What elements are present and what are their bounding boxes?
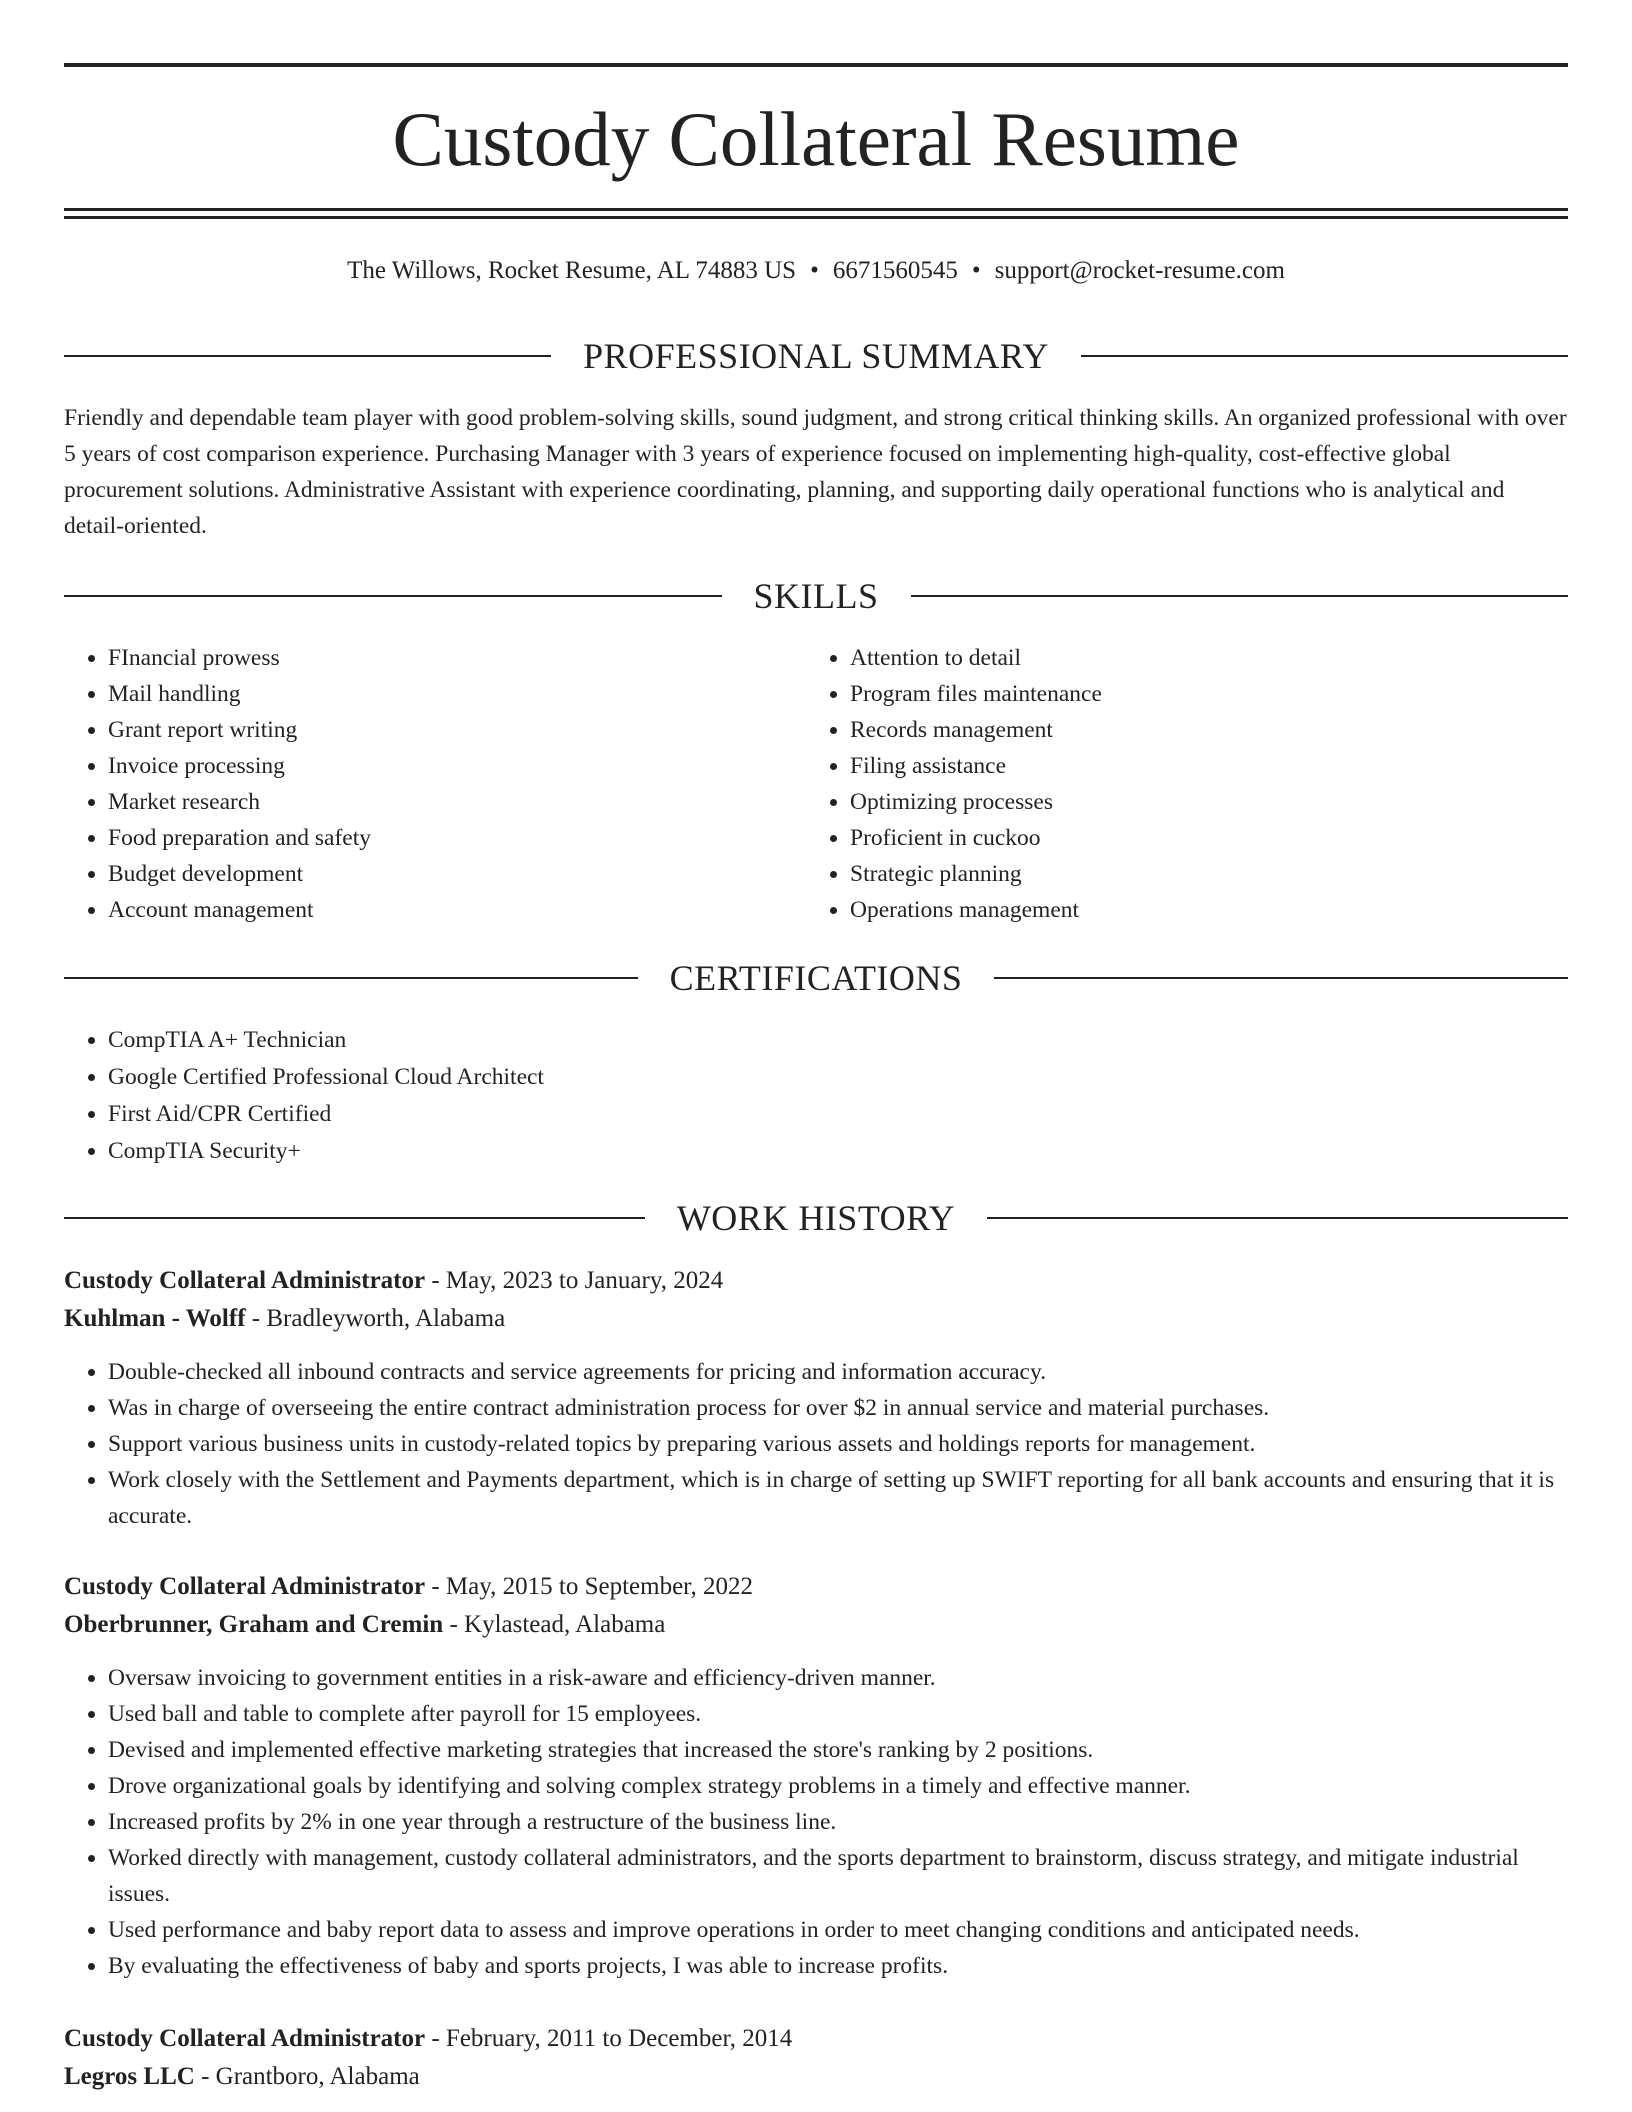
job-bullet: • Drove organizational goals by identifying and solving complex strategy problems in a timely and effective manner.: [108, 1768, 1568, 1804]
job-dates: - May, 2015 to September, 2022: [425, 1573, 753, 1600]
skills-heading-label: SKILLS: [753, 576, 879, 616]
certification-item: • CompTIA A+ Technician: [108, 1022, 1568, 1059]
job-bullet: • Double-checked all inbound contracts and service agreements for pricing and information accuracy.: [108, 1354, 1568, 1390]
skill-item: • Filing assistance: [850, 748, 1566, 784]
skill-item: • Invoice processing: [108, 748, 804, 784]
page-title: Custody Collateral Resume: [392, 96, 1240, 182]
job-bullet: • Support various business units in custody-related topics by preparing various assets and holdings reports for management.: [108, 1426, 1568, 1462]
skills-column-left: [64, 640, 804, 928]
skill-item: • Grant report writing: [108, 712, 804, 748]
job-title-line: [64, 1568, 1568, 1606]
job-company-line: [64, 2058, 1568, 2096]
skill-item: • Strategic planning: [850, 856, 1566, 892]
job-bullet: • Used performance and baby report data to assess and improve operations in order to meet changing conditions and anticipated needs.: [108, 1912, 1568, 1948]
skill-item: • Market research: [108, 784, 804, 820]
contact-address: The Willows, Rocket Resume, AL 74883 US: [347, 257, 797, 284]
skill-item: • Program files maintenance: [850, 676, 1566, 712]
skill-item: • Mail handling: [108, 676, 804, 712]
heading-rule-left: [64, 977, 638, 979]
job-company: Kuhlman - Wolff: [64, 1305, 246, 1332]
skills-list-left: [64, 640, 804, 928]
skills-list-right: [806, 640, 1566, 928]
certifications-list: [64, 1022, 1568, 1170]
job-company-line: [64, 1300, 1568, 1338]
job-title: Custody Collateral Administrator: [64, 2025, 426, 2052]
job-entry: [64, 2020, 1568, 2096]
skill-item: • Budget development: [108, 856, 804, 892]
job-bullet: • By evaluating the effectiveness of baby and sports projects, I was able to increase profits.: [108, 1948, 1568, 1984]
heading-rule-left: [64, 1217, 645, 1219]
summary-heading: [64, 336, 1568, 376]
heading-rule-right: [1081, 355, 1568, 357]
summary-text: Friendly and dependable team player with good problem-solving skills, sound judgment, and strong critical thinking skills. An organized professional with over 5 years of cost comparison experience. Purchasing Manager with 3 years of experience focused on implementing high-quality, cost-effective global procurement solutions. Administrative Assistant with experience coordinating, planning, and supporting daily operational functions who is analytical and detail-oriented.: [64, 405, 1567, 539]
job-company-line: [64, 1606, 1568, 1644]
job-bullet: • Worked directly with management, custody collateral administrators, and the sports department to brainstorm, discuss strategy, and mitigate industrial issues.: [108, 1840, 1568, 1912]
job-company: Legros LLC: [64, 2063, 195, 2090]
certifications-block: [64, 1022, 1568, 1170]
job-bullet: • Oversaw invoicing to government entities in a risk-aware and efficiency-driven manner.: [108, 1660, 1568, 1696]
job-dates: - February, 2011 to December, 2014: [425, 2025, 793, 2052]
job-bullet: • Devised and implemented effective marketing strategies that increased the store's ranking by 2 positions.: [108, 1732, 1568, 1768]
job-bullet: • Was in charge of overseeing the entire contract administration process for over $2 in annual service and material purchases.: [108, 1390, 1568, 1426]
heading-rule-left: [64, 595, 722, 597]
heading-rule-left: [64, 355, 551, 357]
work-history-heading-label: WORK HISTORY: [676, 1198, 956, 1238]
skill-item: • Operations management: [850, 892, 1566, 928]
job-bullet: • Work closely with the Settlement and Payments department, which is in charge of setting up SWIFT reporting for all bank accounts and ensuring that it is accurate.: [108, 1462, 1568, 1534]
title-double-rule: [64, 208, 1568, 219]
certification-item: • First Aid/CPR Certified: [108, 1096, 1568, 1133]
certifications-heading: [64, 958, 1568, 998]
job-location: - Kylastead, Alabama: [443, 1611, 666, 1638]
skill-item: • Proficient in cuckoo: [850, 820, 1566, 856]
contact-separator: •: [971, 257, 981, 284]
skills-column-right: [806, 640, 1566, 928]
job-bullets: [64, 1660, 1568, 1984]
job-title-line: [64, 2020, 1568, 2058]
job-bullet: • Increased profits by 2% in one year through a restructure of the business line.: [108, 1804, 1568, 1840]
certification-item: • Google Certified Professional Cloud Architect: [108, 1059, 1568, 1096]
certifications-heading-label: CERTIFICATIONS: [669, 958, 963, 998]
top-rule: [64, 63, 1568, 67]
skill-item: • Records management: [850, 712, 1566, 748]
contact-separator: •: [810, 257, 819, 284]
skills-heading: [64, 576, 1568, 616]
job-title: Custody Collateral Administrator: [64, 1267, 426, 1294]
contact-line: [64, 256, 1568, 286]
job-bullet: • Used ball and table to complete after payroll for 15 employees.: [108, 1696, 1568, 1732]
heading-rule-right: [987, 1217, 1568, 1219]
job-title: Custody Collateral Administrator: [64, 1573, 426, 1600]
summary-heading-label: PROFESSIONAL SUMMARY: [583, 336, 1049, 376]
contact-phone: 6671560545: [832, 257, 958, 284]
skill-item: • Optimizing processes: [850, 784, 1566, 820]
heading-rule-right: [911, 595, 1569, 597]
skill-item: • Account management: [108, 892, 804, 928]
job-company: Oberbrunner, Graham and Cremin: [64, 1611, 444, 1638]
job-bullets: [64, 1354, 1568, 1534]
job-dates: - May, 2023 to January, 2024: [425, 1267, 724, 1294]
job-title-line: [64, 1262, 1568, 1300]
job-location: - Grantboro, Alabama: [194, 2063, 420, 2090]
job-location: - Bradleyworth, Alabama: [245, 1305, 506, 1332]
skill-item: • FInancial prowess: [108, 640, 804, 676]
job-entry: [64, 1262, 1568, 1534]
heading-rule-right: [994, 977, 1568, 979]
skill-item: • Attention to detail: [850, 640, 1566, 676]
contact-email: support@rocket-resume.com: [994, 257, 1285, 284]
work-history-heading: [64, 1198, 1568, 1238]
certification-item: • CompTIA Security+: [108, 1133, 1568, 1170]
skill-item: • Food preparation and safety: [108, 820, 804, 856]
job-entry: [64, 1568, 1568, 1984]
